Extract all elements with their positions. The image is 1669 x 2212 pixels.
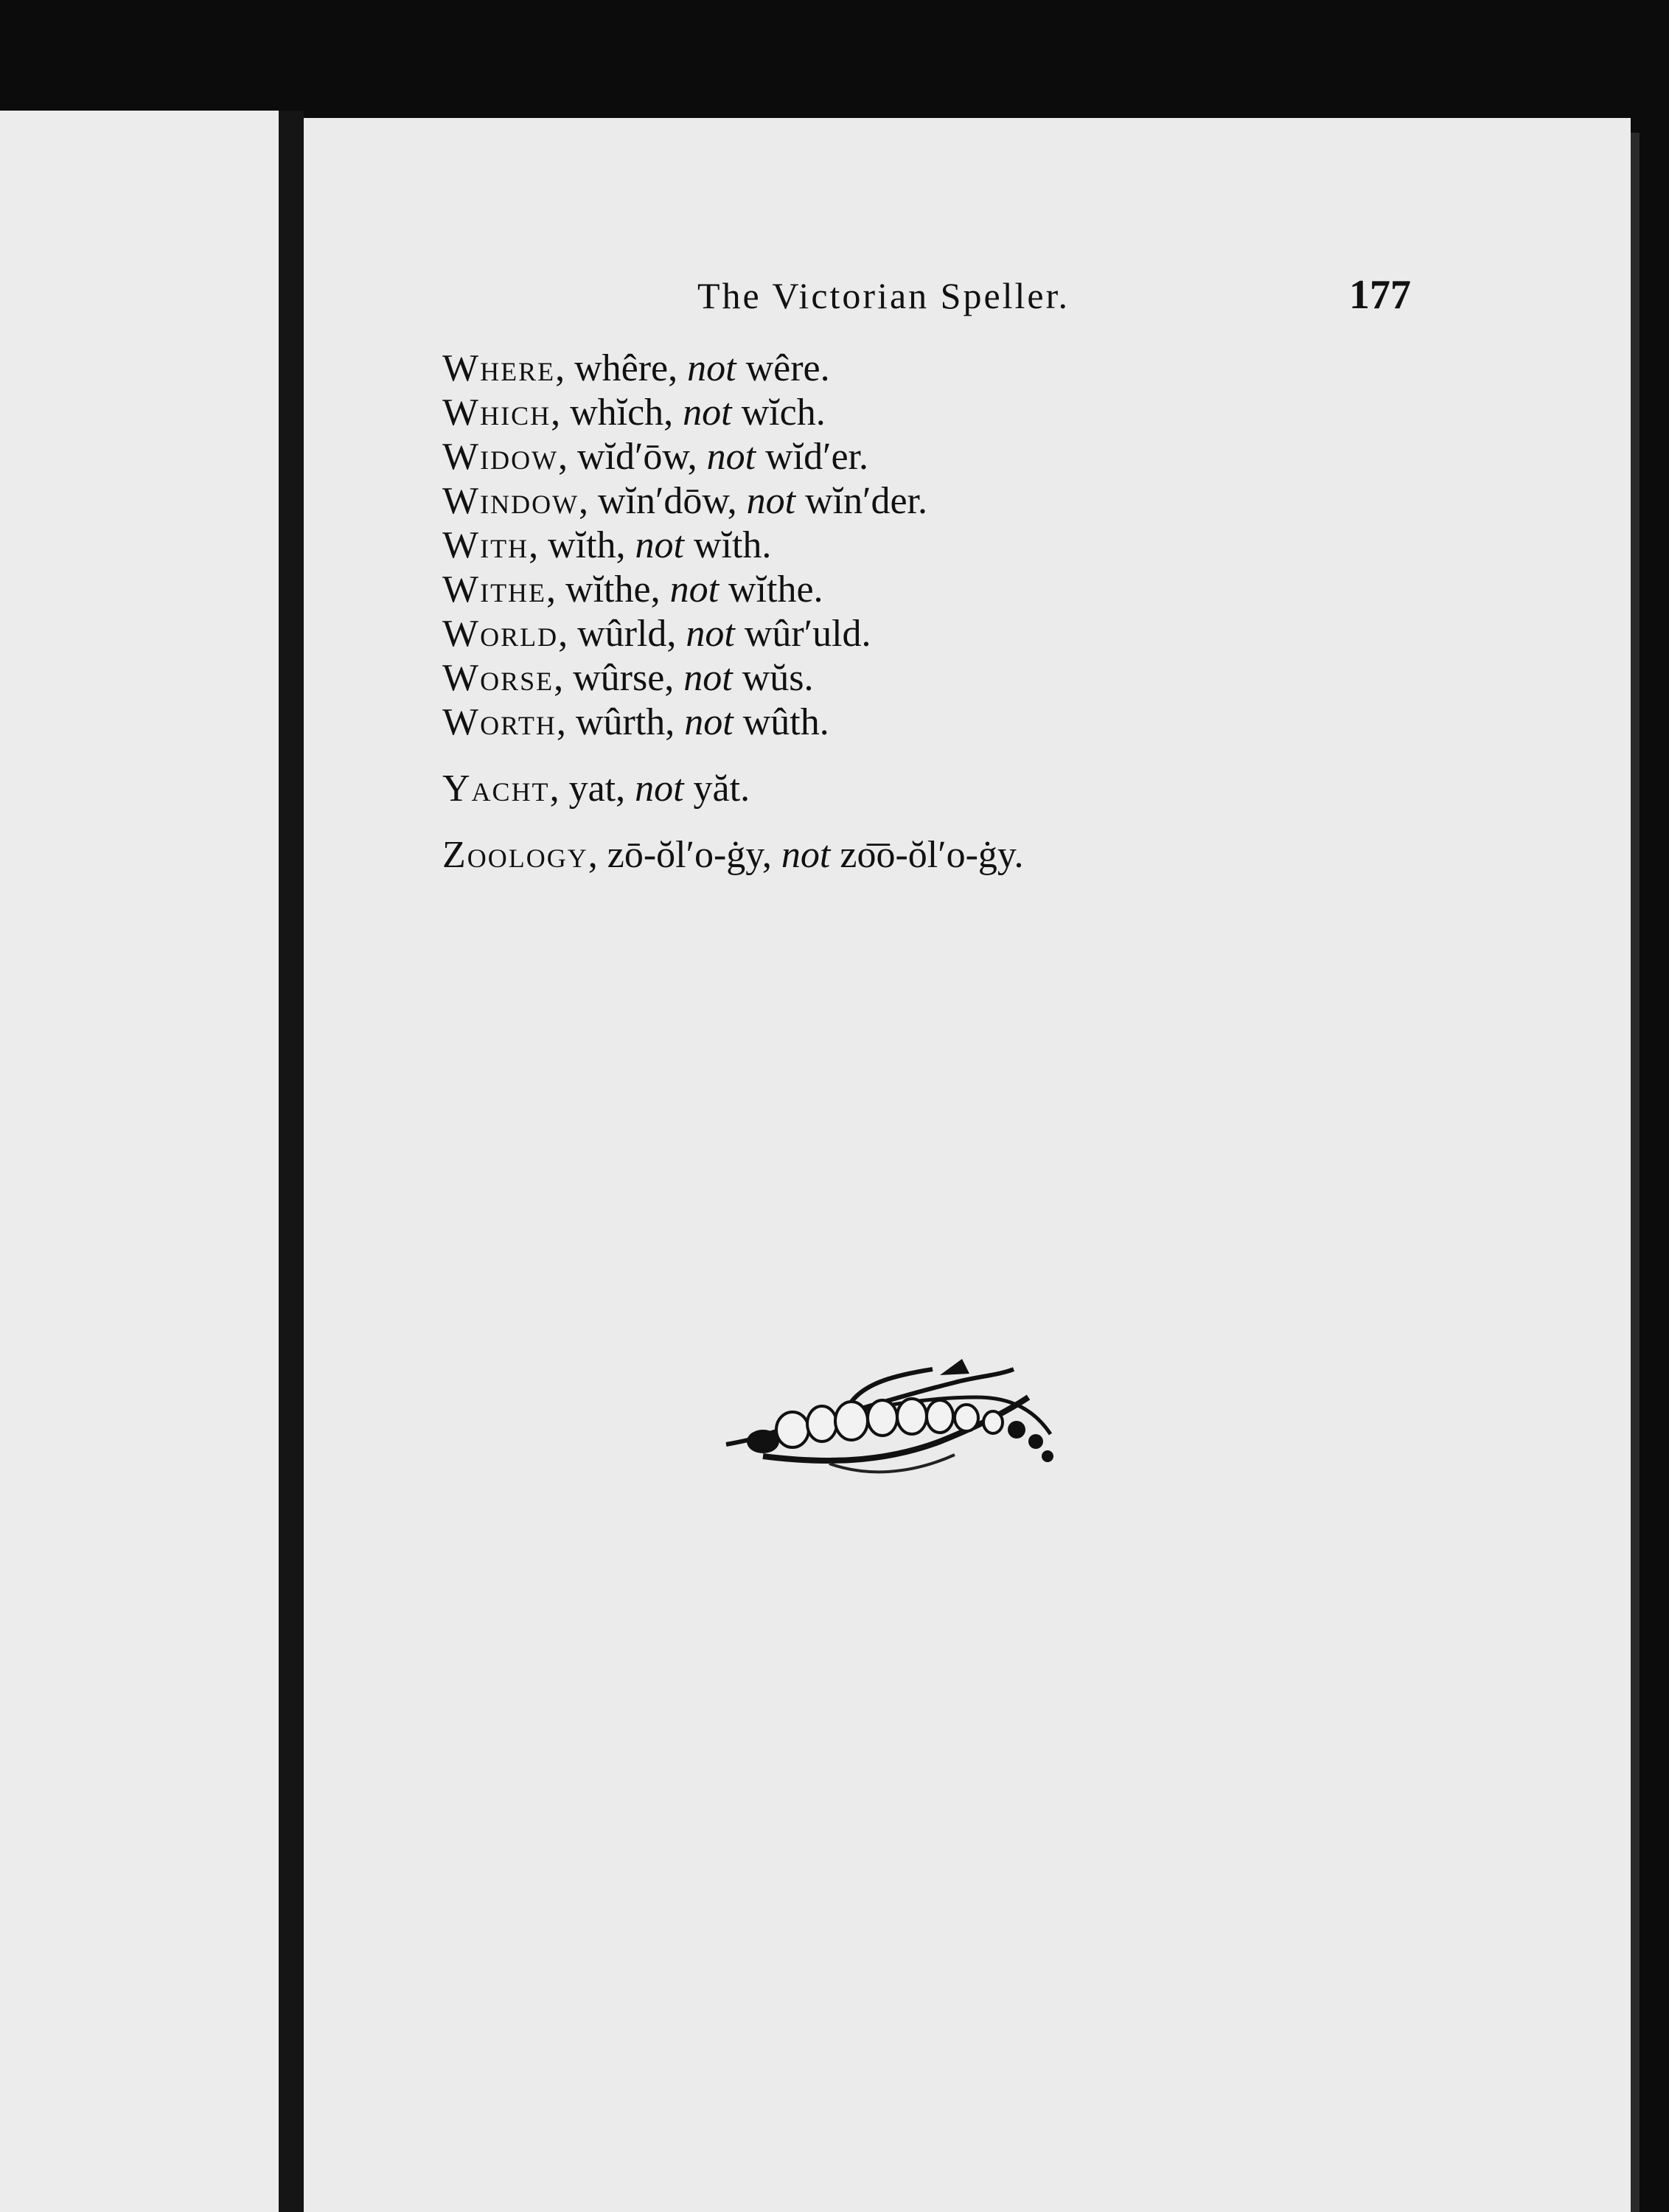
entry-window: Window, wĭn′dōw, not wĭn′der. [442,480,927,522]
entry-widow: Widow, wĭd′ōw, not wĭd′er. [442,436,868,478]
entry-not: not [635,524,684,566]
entry-wrong: wŭs. [742,657,814,699]
entry-word: Which [442,392,551,434]
entry-not: not [683,392,732,434]
entry-zoology: Zoology, zō-ŏl′o-ġy, not zo͞o-ŏl′o-ġy. [442,834,1024,876]
entry-word: Widow [442,436,559,478]
entry-not: not [686,613,735,655]
entry-word: Withe [442,568,547,611]
entry-wrong: wĭn′der. [805,480,927,522]
entry-with: With, wĭth, not wĭth. [442,524,772,566]
entry-word: Zoology [442,834,588,876]
entry-not: not [746,480,796,522]
entry-yacht: Yacht, yat, not yăt. [442,768,750,810]
entry-wrong: wêre. [745,347,830,389]
entry-worse: Worse, wûrse, not wŭs. [442,657,814,699]
left-page-blank [0,111,279,2212]
entry-word: With [442,524,529,566]
entry-world: World, wûrld, not wûr′uld. [442,613,871,655]
entry-word: Yacht [442,768,550,810]
entry-which: Which, whĭch, not wĭch. [442,392,826,434]
entry-wrong: wĭch. [741,392,826,434]
entry-not: not [669,568,719,611]
page-number: 177 [1349,272,1411,318]
entry-where: Where, whêre, not wêre. [442,347,830,389]
entry-word: Worse [442,657,554,699]
entry-correct: whêre [574,347,669,389]
entry-wrong: zo͞o-ŏl′o-ġy. [840,834,1024,876]
entry-wrong: yăt. [693,768,750,810]
running-head: The Victorian Speller. [697,275,1070,316]
entry-correct: wûrld [577,613,667,655]
entry-wrong: wĭd′er. [765,436,868,478]
entry-correct: zō-ŏl′o-ġy [607,834,762,876]
entry-not: not [687,347,736,389]
entry-not: not [684,701,734,743]
entry-correct: wĭn′dōw [598,480,728,522]
entry-wrong: wĭthe. [728,568,823,611]
entry-correct: whĭch [570,392,664,434]
entry-not: not [781,834,831,876]
entry-correct: yat [568,768,616,810]
page-edge [1631,133,1640,2212]
entry-not: not [706,436,756,478]
entry-not: not [683,657,733,699]
entry-worth: Worth, wûrth, not wûth. [442,701,829,743]
entry-correct: wĭthe [565,568,651,611]
entry-word: Window [442,480,579,522]
entry-withe: Withe, wĭthe, not wĭthe. [442,568,823,611]
entry-word: Worth [442,701,557,743]
entry-correct: wĭth [548,524,616,566]
entry-correct: wûrth [575,701,666,743]
entry-not: not [635,768,684,810]
entry-wrong: wûr′uld. [744,613,871,655]
entry-correct: wĭd′ōw [577,436,688,478]
entry-word: World [442,613,559,655]
entry-wrong: wûth. [742,701,829,743]
entry-word: Where [442,347,556,389]
entry-wrong: wĭth. [693,524,772,566]
pronunciation-list [442,347,1327,877]
book-gutter [279,111,304,2212]
entry-correct: wûrse [573,657,665,699]
lily-of-the-valley-ornament [719,1353,1065,1493]
